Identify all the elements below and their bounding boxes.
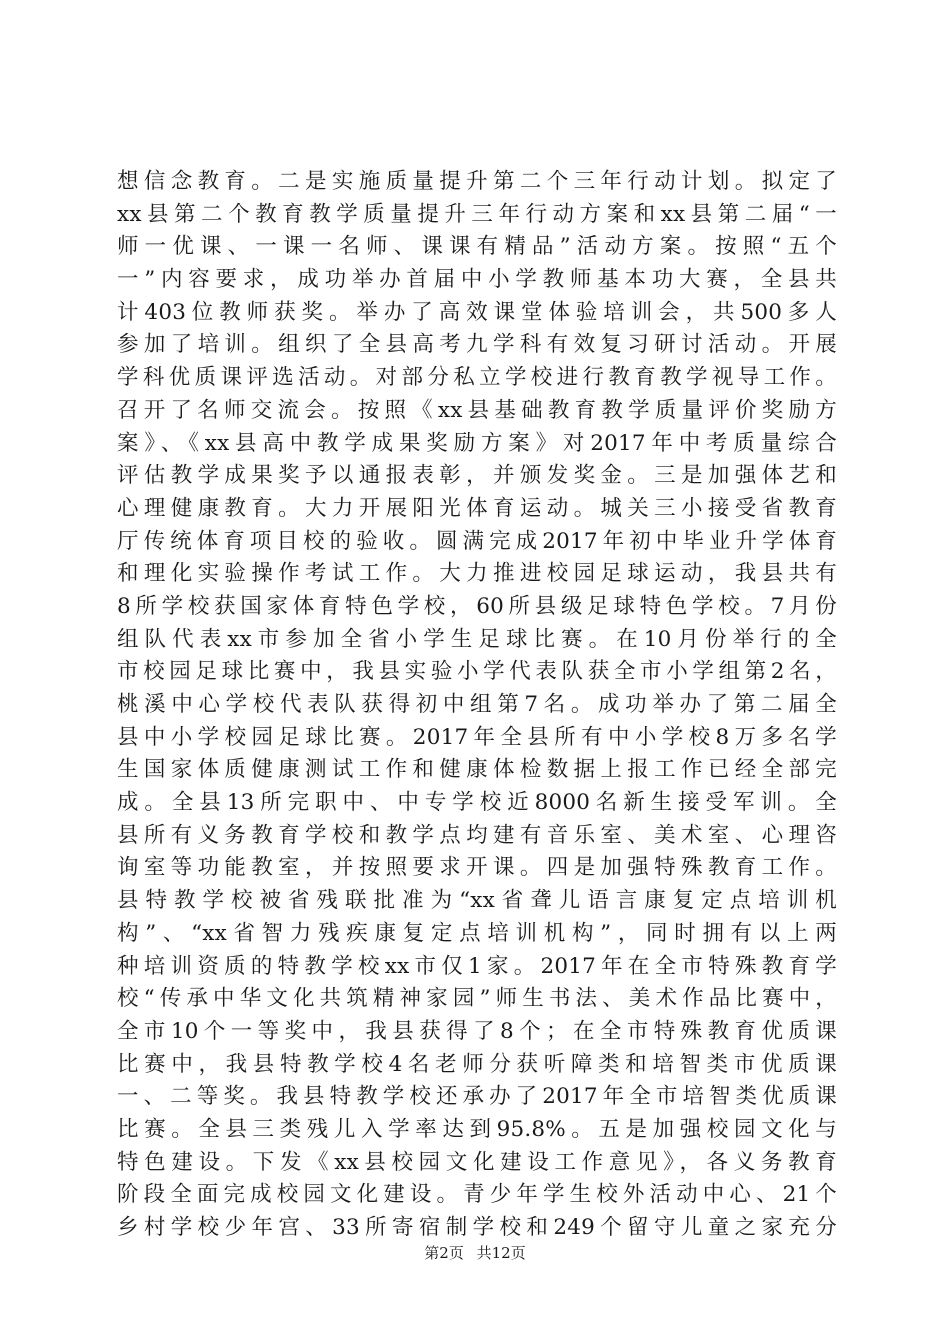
text-line: 生国家体质健康测试工作和健康体检数据上报工作已经全部完	[117, 757, 837, 783]
text-line: 想信念教育。二是实施质量提升第二个三年行动计划。拟定了	[117, 169, 837, 194]
page-number: 第2页	[424, 1244, 464, 1262]
text-line: 学科优质课评选活动。对部分私立学校进行教育教学视导工作。	[117, 365, 837, 391]
text-line: 构”、“xx省智力残疾康复定点培训机构”，同时拥有以上两	[117, 920, 837, 946]
text-line: 厅传统体育项目校的验收。圆满完成2017年初中毕业升学体育	[117, 528, 837, 554]
text-line: 县特教学校被省残联批准为“xx省聋儿语言康复定点培训机	[117, 888, 837, 914]
text-line: 桃溪中心学校代表队获得初中组第7名。成功举办了第二届全	[117, 692, 837, 717]
text-line: 特色建设。下发《xx县校园文化建设工作意见》，各义务教育	[117, 1149, 837, 1175]
text-line: 8所学校获国家体育特色学校，60所县级足球特色学校。7月份	[117, 593, 837, 619]
text-line: xx县第二个教育教学质量提升三年行动方案和xx县第二届“一	[117, 201, 837, 227]
body-text	[117, 166, 837, 1245]
text-line: 县所有义务教育学校和教学点均建有音乐室、美术室、心理咨	[117, 822, 837, 848]
page-total: 共12页	[476, 1244, 526, 1262]
text-line: 种培训资质的特教学校xx市仅1家。2017年在全市特殊教育学	[117, 953, 837, 979]
text-line: 一、二等奖。我县特教学校还承办了2017年全市培智类优质课	[117, 1084, 837, 1110]
text-line: 县中小学校园足球比赛。2017年全县所有中小学校8万多名学	[117, 724, 837, 750]
text-line: 师一优课、一课一名师、课课有精品”活动方案。按照“五个	[117, 234, 837, 260]
text-line: 阶段全面完成校园文化建设。青少年学生校外活动中心、21个	[117, 1182, 837, 1208]
text-line: 询室等功能教室，并按照要求开课。四是加强特殊教育工作。	[117, 855, 837, 881]
text-line: 组队代表xx市参加全省小学生足球比赛。在10月份举行的全	[117, 626, 837, 652]
text-line: 一”内容要求，成功举办首届中小学教师基本功大赛，全县共	[117, 267, 837, 293]
text-line: 心理健康教育。大力开展阳光体育运动。城关三小接受省教育	[117, 495, 837, 521]
text-line: 成。全县13所完职中、中专学校近8000名新生接受军训。全	[117, 790, 837, 816]
text-line: 和理化实验操作考试工作。大力推进校园足球运动，我县共有	[117, 561, 837, 587]
text-line: 参加了培训。组织了全县高考九学科有效复习研讨活动。开展	[117, 332, 837, 358]
text-line: 校“传承中华文化共筑精神家园”师生书法、美术作品比赛中，	[117, 986, 837, 1012]
text-line: 市校园足球比赛中，我县实验小学代表队获全市小学组第2名，	[117, 659, 837, 685]
text-line: 评估教学成果奖予以通报表彰，并颁发奖金。三是加强体艺和	[117, 463, 837, 489]
text-line: 案》、《xx县高中教学成果奖励方案》对2017年中考质量综合	[117, 430, 837, 456]
text-line: 全市10个一等奖中，我县获得了8个；在全市特殊教育优质课	[117, 1018, 837, 1044]
page-footer	[0, 1242, 950, 1263]
text-line: 乡村学校少年宫、33所寄宿制学校和249个留守儿童之家充分	[117, 1215, 837, 1240]
text-line: 比赛中，我县特教学校4名老师分获听障类和培智类市优质课	[117, 1051, 837, 1077]
text-line: 比赛。全县三类残儿入学率达到95.8%。五是加强校园文化与	[117, 1116, 837, 1142]
text-line: 召开了名师交流会。按照《xx县基础教育教学质量评价奖励方	[117, 397, 837, 423]
text-line: 计403位教师获奖。举办了高效课堂体验培训会，共500多人	[117, 299, 837, 325]
